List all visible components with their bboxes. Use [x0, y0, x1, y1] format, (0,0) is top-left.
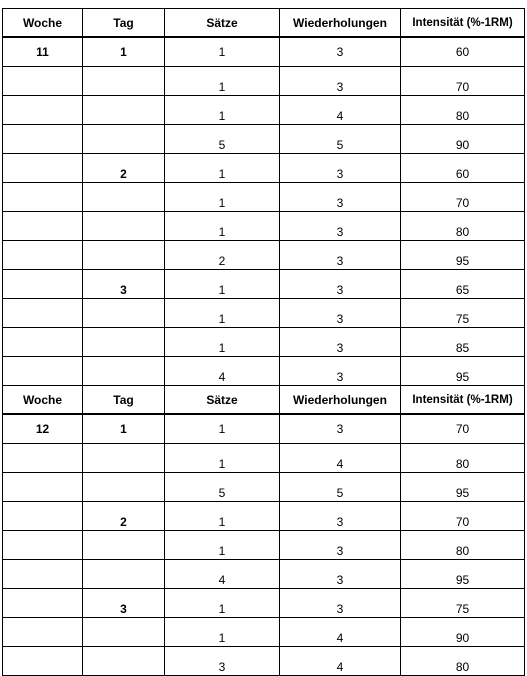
cell-woche — [3, 473, 83, 502]
cell-wiederholungen: 4 — [280, 647, 401, 676]
cell-saetze: 5 — [165, 125, 280, 154]
cell-tag: 1 — [83, 414, 165, 444]
cell-wiederholungen: 4 — [280, 618, 401, 647]
cell-saetze: 1 — [165, 270, 280, 299]
cell-saetze: 1 — [165, 531, 280, 560]
cell-saetze: 1 — [165, 96, 280, 125]
cell-woche — [3, 328, 83, 357]
cell-wiederholungen: 3 — [280, 212, 401, 241]
table-row — [3, 270, 525, 299]
cell-saetze: 5 — [165, 473, 280, 502]
cell-saetze: 1 — [165, 212, 280, 241]
cell-intensitaet: 75 — [401, 589, 525, 618]
cell-woche: 12 — [3, 414, 83, 444]
cell-saetze: 1 — [165, 154, 280, 183]
cell-tag — [83, 125, 165, 154]
cell-wiederholungen: 3 — [280, 357, 401, 386]
cell-tag — [83, 241, 165, 270]
header-row — [3, 9, 525, 38]
header-wiederholungen: Wiederholungen — [280, 386, 401, 415]
cell-woche — [3, 183, 83, 212]
cell-saetze: 3 — [165, 647, 280, 676]
cell-saetze: 1 — [165, 183, 280, 212]
cell-saetze: 1 — [165, 328, 280, 357]
cell-tag — [83, 183, 165, 212]
table-row — [3, 67, 525, 96]
cell-intensitaet: 80 — [401, 212, 525, 241]
table-row — [3, 212, 525, 241]
cell-tag: 3 — [83, 270, 165, 299]
cell-saetze: 1 — [165, 37, 280, 67]
cell-wiederholungen: 3 — [280, 67, 401, 96]
cell-saetze: 1 — [165, 502, 280, 531]
table-row — [3, 531, 525, 560]
cell-wiederholungen: 3 — [280, 299, 401, 328]
cell-saetze: 1 — [165, 414, 280, 444]
cell-woche — [3, 560, 83, 589]
cell-woche — [3, 618, 83, 647]
cell-intensitaet: 70 — [401, 183, 525, 212]
cell-woche — [3, 589, 83, 618]
header-intensitaet: Intensität (%-1RM) — [401, 386, 525, 415]
cell-saetze: 1 — [165, 589, 280, 618]
cell-intensitaet: 90 — [401, 618, 525, 647]
table-row — [3, 37, 525, 67]
table-row — [3, 299, 525, 328]
table-row — [3, 473, 525, 502]
cell-tag — [83, 67, 165, 96]
table-row — [3, 96, 525, 125]
cell-saetze: 4 — [165, 560, 280, 589]
cell-tag — [83, 531, 165, 560]
table-row — [3, 618, 525, 647]
header-tag: Tag — [83, 9, 165, 38]
cell-wiederholungen: 5 — [280, 125, 401, 154]
table-row — [3, 414, 525, 444]
cell-tag — [83, 444, 165, 473]
header-woche: Woche — [3, 386, 83, 415]
cell-intensitaet: 70 — [401, 414, 525, 444]
cell-woche: 11 — [3, 37, 83, 67]
cell-intensitaet: 80 — [401, 444, 525, 473]
table-row — [3, 125, 525, 154]
cell-wiederholungen: 4 — [280, 444, 401, 473]
table-row — [3, 589, 525, 618]
cell-woche — [3, 270, 83, 299]
cell-saetze: 1 — [165, 299, 280, 328]
cell-woche — [3, 96, 83, 125]
cell-wiederholungen: 3 — [280, 183, 401, 212]
cell-saetze: 4 — [165, 357, 280, 386]
header-woche: Woche — [3, 9, 83, 38]
cell-wiederholungen: 3 — [280, 270, 401, 299]
cell-wiederholungen: 3 — [280, 531, 401, 560]
cell-wiederholungen: 3 — [280, 154, 401, 183]
cell-saetze: 2 — [165, 241, 280, 270]
cell-woche — [3, 357, 83, 386]
header-wiederholungen: Wiederholungen — [280, 9, 401, 38]
table-row — [3, 328, 525, 357]
cell-tag: 2 — [83, 502, 165, 531]
cell-tag — [83, 618, 165, 647]
cell-tag: 2 — [83, 154, 165, 183]
cell-saetze: 1 — [165, 444, 280, 473]
cell-wiederholungen: 3 — [280, 241, 401, 270]
table-row — [3, 444, 525, 473]
cell-intensitaet: 90 — [401, 125, 525, 154]
header-saetze: Sätze — [165, 9, 280, 38]
table-row — [3, 502, 525, 531]
header-intensitaet: Intensität (%-1RM) — [401, 9, 525, 38]
cell-woche — [3, 154, 83, 183]
cell-woche — [3, 299, 83, 328]
cell-tag — [83, 212, 165, 241]
cell-saetze: 1 — [165, 67, 280, 96]
header-tag: Tag — [83, 386, 165, 415]
training-plan-table — [2, 8, 525, 676]
cell-wiederholungen: 3 — [280, 328, 401, 357]
cell-intensitaet: 95 — [401, 473, 525, 502]
cell-woche — [3, 212, 83, 241]
cell-intensitaet: 95 — [401, 241, 525, 270]
cell-tag — [83, 357, 165, 386]
cell-wiederholungen: 3 — [280, 589, 401, 618]
cell-intensitaet: 75 — [401, 299, 525, 328]
cell-intensitaet: 95 — [401, 560, 525, 589]
header-row — [3, 386, 525, 415]
cell-woche — [3, 125, 83, 154]
cell-wiederholungen: 3 — [280, 560, 401, 589]
table-row — [3, 241, 525, 270]
cell-intensitaet: 70 — [401, 502, 525, 531]
cell-wiederholungen: 3 — [280, 502, 401, 531]
cell-intensitaet: 80 — [401, 647, 525, 676]
table-row — [3, 183, 525, 212]
cell-wiederholungen: 4 — [280, 96, 401, 125]
cell-intensitaet: 60 — [401, 154, 525, 183]
cell-woche — [3, 444, 83, 473]
cell-wiederholungen: 3 — [280, 37, 401, 67]
cell-tag — [83, 328, 165, 357]
cell-intensitaet: 95 — [401, 357, 525, 386]
cell-wiederholungen: 3 — [280, 414, 401, 444]
cell-intensitaet: 80 — [401, 531, 525, 560]
cell-tag: 3 — [83, 589, 165, 618]
cell-tag: 1 — [83, 37, 165, 67]
cell-woche — [3, 241, 83, 270]
cell-intensitaet: 60 — [401, 37, 525, 67]
cell-tag — [83, 473, 165, 502]
cell-tag — [83, 96, 165, 125]
cell-intensitaet: 65 — [401, 270, 525, 299]
cell-intensitaet: 85 — [401, 328, 525, 357]
cell-saetze: 1 — [165, 618, 280, 647]
table-row — [3, 154, 525, 183]
table-row — [3, 357, 525, 386]
cell-tag — [83, 299, 165, 328]
cell-tag — [83, 560, 165, 589]
cell-woche — [3, 67, 83, 96]
cell-woche — [3, 531, 83, 560]
cell-intensitaet: 80 — [401, 96, 525, 125]
cell-woche — [3, 502, 83, 531]
training-plan-body — [3, 9, 525, 676]
cell-wiederholungen: 5 — [280, 473, 401, 502]
header-saetze: Sätze — [165, 386, 280, 415]
table-row — [3, 560, 525, 589]
cell-intensitaet: 70 — [401, 67, 525, 96]
